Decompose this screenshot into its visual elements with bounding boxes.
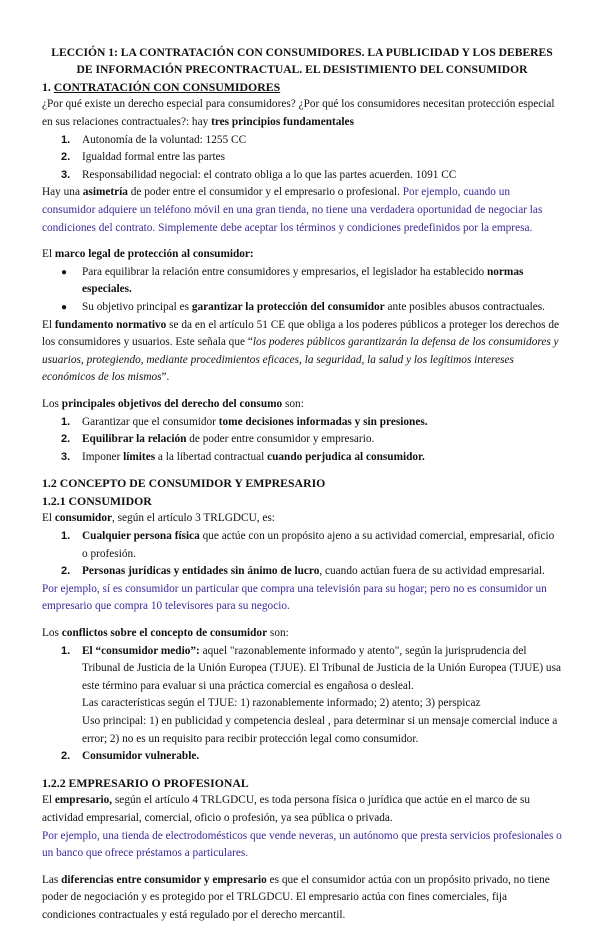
list-number: 1. bbox=[61, 644, 71, 657]
section-heading bbox=[42, 79, 562, 97]
document-page bbox=[42, 44, 562, 925]
text-run: según el artículo 4 TRLGDCU, es toda persona física o jurídica que actúe en el marco de su actividad empresarial, comercial, oficio o profesión, ya sea pública o privada. bbox=[42, 794, 531, 824]
emphasis-text: diferencias entre consumidor y empresario bbox=[61, 873, 267, 886]
list-item bbox=[42, 414, 562, 432]
list-item bbox=[42, 299, 562, 317]
emphasis-text: Personas jurídicas y entidades sin ánimo de lucro bbox=[82, 565, 320, 578]
text-run: El bbox=[42, 248, 55, 261]
paragraph bbox=[42, 625, 562, 643]
list-item bbox=[42, 695, 562, 713]
list-number: 2. bbox=[61, 565, 71, 578]
text-run: CONTRATACIÓN CON CONSUMIDORES bbox=[53, 79, 281, 94]
text-run: Uso principal: 1) en publicidad y competencia desleal , para determinar si un mensaje comercial induce a error; 2) no es un requisito para recibir protección legal como consumidor. bbox=[82, 715, 558, 745]
section-heading bbox=[42, 475, 562, 493]
text-run: El bbox=[42, 512, 55, 525]
text-run: son: bbox=[267, 627, 289, 640]
emphasis-text: tome decisiones informadas y sin presiones. bbox=[218, 415, 428, 428]
emphasis-text: fundamento normativo bbox=[54, 318, 167, 331]
list-number: 1. bbox=[61, 530, 71, 543]
text-run: de poder entre el consumidor y el empresario o profesional. bbox=[127, 186, 403, 199]
list-item bbox=[42, 264, 562, 299]
emphasis-text: asimetría bbox=[82, 186, 128, 199]
list-item bbox=[42, 167, 562, 185]
text-run: Los bbox=[42, 627, 62, 640]
text-run: Imponer bbox=[82, 450, 124, 463]
text-run: Los bbox=[42, 397, 62, 410]
list-item bbox=[42, 713, 562, 748]
paragraph bbox=[42, 246, 562, 264]
text-run: 1.2.2 EMPRESARIO O PROFESIONAL bbox=[42, 775, 249, 790]
list-number: 3. bbox=[61, 450, 71, 463]
bullet-icon: ● bbox=[61, 301, 68, 313]
list-number: 1. bbox=[61, 133, 71, 146]
paragraph bbox=[42, 792, 562, 827]
emphasis-text: consumidor bbox=[54, 512, 112, 525]
text-run: ante posibles abusos contractuales. bbox=[384, 300, 546, 313]
emphasis-text: límites bbox=[123, 450, 156, 463]
text-run: que actúe con un propósito ajeno a su actividad comercial, empresarial, oficio o profesión. bbox=[82, 530, 555, 560]
quote-text: los poderes públicos garantizarán la defensa de los consumidores y usuarios, protegiendo, mediante procedimientos eficaces, la seguridad, la salud y los legítimos intereses económicos de los mismos bbox=[42, 336, 559, 384]
text-run: Para equilibrar la relación entre consumidores y empresarios, el legislador ha establecido bbox=[82, 265, 487, 278]
paragraph bbox=[42, 317, 562, 387]
list-item bbox=[42, 643, 562, 696]
list-item bbox=[42, 528, 562, 563]
emphasis-text: Cualquier persona física bbox=[82, 530, 200, 543]
emphasis-text: empresario, bbox=[54, 794, 113, 807]
text-run: Garantizar que el consumidor bbox=[82, 415, 219, 428]
text-run: ”. bbox=[161, 371, 170, 384]
list-item bbox=[42, 748, 562, 766]
example-text: Por ejemplo, cuando un consumidor adquiere un teléfono móvil en una gran tienda, no tiene una verdadera oportunidad de negociar las condiciones del contrato. Simplemente debe aceptar los términos y condiciones predefinidos por la empresa. bbox=[42, 186, 543, 234]
text-run: Hay una bbox=[42, 186, 83, 199]
emphasis-text: El “consumidor medio”: bbox=[82, 644, 200, 657]
example-text: Por ejemplo, una tienda de electrodomésticos que vende neveras, un autónomo que presta servicios profesionales o un banco que ofrece préstamos a particulares. bbox=[42, 829, 562, 860]
list-item bbox=[42, 431, 562, 449]
paragraph bbox=[42, 872, 562, 925]
text-run: El bbox=[42, 794, 55, 807]
text-run: Las características según el TJUE: 1) razonablemente informado; 2) atento; 3) perspicaz bbox=[82, 697, 481, 710]
emphasis-text: conflictos sobre el concepto de consumidor bbox=[61, 627, 268, 640]
text-run: son: bbox=[282, 397, 304, 410]
text-run: se da en el artículo 51 CE que obliga a los poderes públicos a proteger los derechos de los consumidores y usuarios. Este señala que “ bbox=[42, 318, 560, 349]
list-number: 2. bbox=[61, 151, 71, 164]
list-item bbox=[42, 449, 562, 467]
section-heading bbox=[42, 775, 562, 793]
paragraph bbox=[42, 96, 562, 131]
list-number: 2. bbox=[61, 433, 71, 446]
list-number: 3. bbox=[61, 168, 71, 181]
emphasis-text: Consumidor vulnerable. bbox=[82, 750, 200, 763]
emphasis-text: cuando perjudica al consumidor. bbox=[267, 450, 425, 463]
text-run: ¿Por qué existe un derecho especial para consumidores? ¿Por qué los consumidores necesitan protección especial en sus relaciones contractuales?: hay bbox=[42, 98, 555, 128]
list-number: 1. bbox=[61, 415, 71, 428]
text-run: a la libertad contractual bbox=[155, 450, 268, 463]
text-run: aquel "razonablemente informado y atento", según la jurisprudencia del Tribunal de Justicia de la Unión Europea (TJUE). El Tribunal de Justicia de la Unión Europea (TJUE) usa este término para evaluar si una práctica comercial es engañosa o desleal. bbox=[82, 644, 561, 692]
text-run: es que el consumidor actúa con un propósito privado, no tiene poder de negociación y es protegido por el TRLGDCU. El empresario actúa con fines comerciales, fija condiciones contractuales y está regulado por el derecho mercantil. bbox=[42, 873, 550, 921]
paragraph bbox=[42, 581, 562, 616]
list-item bbox=[42, 132, 562, 150]
section-heading bbox=[42, 493, 562, 511]
text-run: Las bbox=[42, 873, 62, 886]
text-run: LECCIÓN 1: LA CONTRATACIÓN CON CONSUMIDORES. LA PUBLICIDAD Y LOS DEBERES DE INFORMACIÓN PRECONTRACTUAL. EL DESISTIMIENTO DEL CONSUMIDOR bbox=[51, 46, 553, 77]
text-run: 1.2 CONCEPTO DE CONSUMIDOR Y EMPRESARIO bbox=[42, 476, 326, 491]
lesson-title bbox=[42, 44, 562, 79]
emphasis-text: garantizar la protección del consumidor bbox=[191, 300, 385, 313]
emphasis-text: marco legal de protección al consumidor: bbox=[54, 248, 254, 261]
text-run: Su objetivo principal es bbox=[82, 300, 192, 313]
emphasis-text: tres principios fundamentales bbox=[211, 116, 354, 128]
paragraph bbox=[42, 184, 562, 237]
emphasis-text: normas especiales. bbox=[82, 265, 524, 296]
text-run: 1. bbox=[42, 79, 54, 94]
text-run: de poder entre consumidor y empresario. bbox=[186, 433, 375, 446]
paragraph bbox=[42, 396, 562, 414]
text-run: 1.2.1 CONSUMIDOR bbox=[42, 493, 152, 508]
text-run: Autonomía de la voluntad: 1255 CC bbox=[82, 133, 247, 146]
text-run: Responsabilidad negocial: el contrato obliga a lo que las partes acuerden. 1091 CC bbox=[82, 168, 457, 181]
list-item bbox=[42, 149, 562, 167]
text-run: El bbox=[42, 318, 55, 331]
list-item bbox=[42, 563, 562, 581]
example-text: Por ejemplo, sí es consumidor un particular que compra una televisión para su hogar; pero no es consumidor un empresario que compra 10 televisores para su negocio. bbox=[42, 582, 547, 613]
paragraph bbox=[42, 828, 562, 863]
text-run: , según el artículo 3 TRLGDCU, es: bbox=[112, 512, 275, 525]
list-number: 2. bbox=[61, 750, 71, 763]
bullet-icon: ● bbox=[61, 266, 68, 278]
emphasis-text: Equilibrar la relación bbox=[82, 433, 187, 446]
text-run: , cuando actúan fuera de su actividad empresarial. bbox=[319, 565, 545, 578]
paragraph bbox=[42, 510, 562, 528]
text-run: Igualdad formal entre las partes bbox=[82, 151, 226, 164]
emphasis-text: principales objetivos del derecho del consumo bbox=[61, 397, 283, 410]
